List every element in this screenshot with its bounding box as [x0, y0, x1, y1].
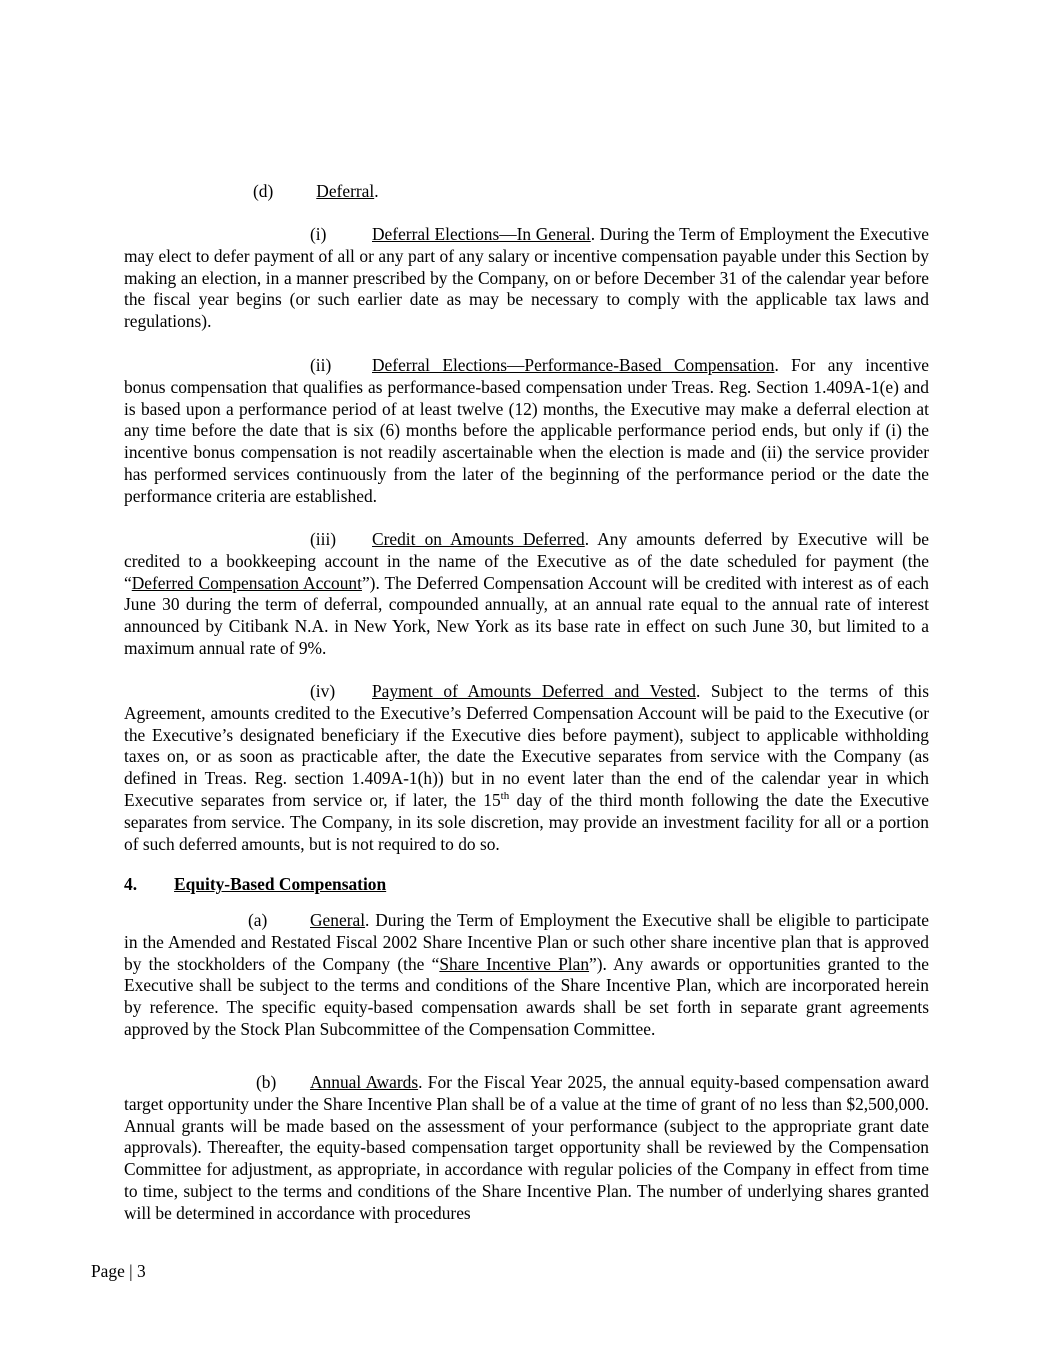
subsection-d-heading: (d) Deferral. [253, 181, 379, 201]
paragraph-b-number: (b) [256, 1072, 277, 1092]
page-number-footer: Page | 3 [91, 1261, 146, 1281]
share-incentive-plan-term: Share Incentive Plan [439, 953, 590, 974]
paragraph-i-title: Deferral Elections—In General [372, 224, 591, 244]
paragraph-ii-text: . For any incentive bonus compensation that qualifies as performance-based compensation under Treas. Reg. Section 1.409A-1(e) and is based upon a performance period of at least twelve (12) months, the Executive may make a deferral election at any time before the date that is six (6) months before the applicable performance period ends, but only if (i) the incentive bonus compensation is not readily ascertainable when the election is made and (ii) the service provider has performed services continuously from the later of the beginning of the performance period or the date the performance criteria are established. [124, 355, 929, 506]
paragraph-ii-number: (ii) [310, 355, 332, 375]
paragraph-b-title: Annual Awards [310, 1072, 419, 1092]
section-4-title: Equity-Based Compensation [174, 874, 387, 894]
subsection-d-title: Deferral [316, 181, 375, 201]
paragraph-iv-text-2: day of the third month following the date the Executive separates from service. The Company, in its sole discretion, may provide an investment facility for all or a portion of such deferred amounts, but is not required to do so. [124, 789, 929, 854]
paragraph-iii-text-2: ”). The Deferred Compensation Account will be credited with interest as of each June 30 during the term of deferral, compounded annually, at an annual rate equal to the annual rate of interest announced by Citibank N.A. in New York, New York as its base rate in effect on such June 30, but limited to a maximum annual rate of 9%. [124, 572, 929, 658]
paragraph-iii-text-1: . Any amounts deferred by Executive will be credited to a bookkeeping account in the name of the Executive as of the date scheduled for payment (the “ [124, 529, 929, 593]
paragraph-iv-title: Payment of Amounts Deferred and Vested [372, 681, 696, 701]
paragraph-a-text-2: ”). Any awards or opportunities granted to the Executive shall be subject to the terms and conditions of the Share Incentive Plan, which are incorporated herein by reference. The specific equity-based compensation awards shall be set forth in separate grant agreements approved by the Stock Plan Subcommittee of the Compensation Committee. [124, 953, 930, 1039]
section-4-number: 4. [124, 874, 138, 894]
section-4-heading [124, 874, 386, 896]
paragraph-a-text-1: . During the Term of Employment the Executive shall be eligible to participate in the Amended and Restated Fiscal 2002 Share Incentive Plan or such other share incentive plan that is approved by the stockholders of the Company (the “ [124, 910, 929, 974]
paragraph-b-text: . For the Fiscal Year 2025, the annual equity-based compensation award target opportunity under the Share Incentive Plan shall be of a value at the time of grant of no less than $2,500,000. Annual grants will be made based on the assessment of your performance (subject to the appropriate grant date approvals). Thereafter, the equity-based compensation target opportunity shall be reviewed by the Compensation Committee for adjustment, as appropriate, in accordance with regular policies of the Company in effect from time to time, subject to the terms and conditions of the Share Incentive Plan. The number of underlying shares granted will be determined in accordance with procedures [124, 1072, 929, 1223]
paragraph-ii [124, 355, 929, 508]
paragraph-iii-title: Credit on Amounts Deferred [372, 529, 585, 549]
paragraph-iv-number: (iv) [310, 681, 336, 701]
ordinal-suffix: th [500, 790, 510, 803]
paragraph-a-number: (a) [248, 910, 268, 930]
paragraph-iii [124, 529, 929, 660]
paragraph-i [124, 224, 929, 333]
paragraph-a-title: General [310, 910, 366, 930]
paragraph-iv [124, 681, 929, 855]
deferred-compensation-account-term: Deferred Compensation Account [131, 572, 362, 593]
subsection-d-label: (d) [253, 181, 274, 201]
paragraph-iv-text-1: . Subject to the terms of this Agreement, amounts credited to the Executive’s Deferred Compensation Account will be paid to the Executive (or the Executive’s designated beneficiary if the Executive dies before payment), subject to applicable withholding taxes on, or as soon as practicable after, the date the Executive separates from service with the Company (as defined in Treas. Reg. section 1.409A-1(h)) but in no event later than the end of the calendar year in which Executive separates from service or, if later, the 15 [124, 681, 929, 810]
paragraph-a [124, 910, 929, 1041]
paragraph-i-number: (i) [310, 224, 327, 244]
paragraph-ii-title: Deferral Elections—Performance-Based Compensation [372, 355, 775, 375]
paragraph-iii-number: (iii) [310, 529, 337, 549]
paragraph-i-text: . During the Term of Employment the Executive may elect to defer payment of all or any part of any salary or incentive compensation payable under this Section by making an election, in a manner prescribed by the Company, on or before December 31 of the calendar year before the fiscal year begins (or such earlier date as may be necessary to comply with the applicable tax laws and regulations). [124, 224, 929, 332]
paragraph-b [124, 1072, 929, 1225]
